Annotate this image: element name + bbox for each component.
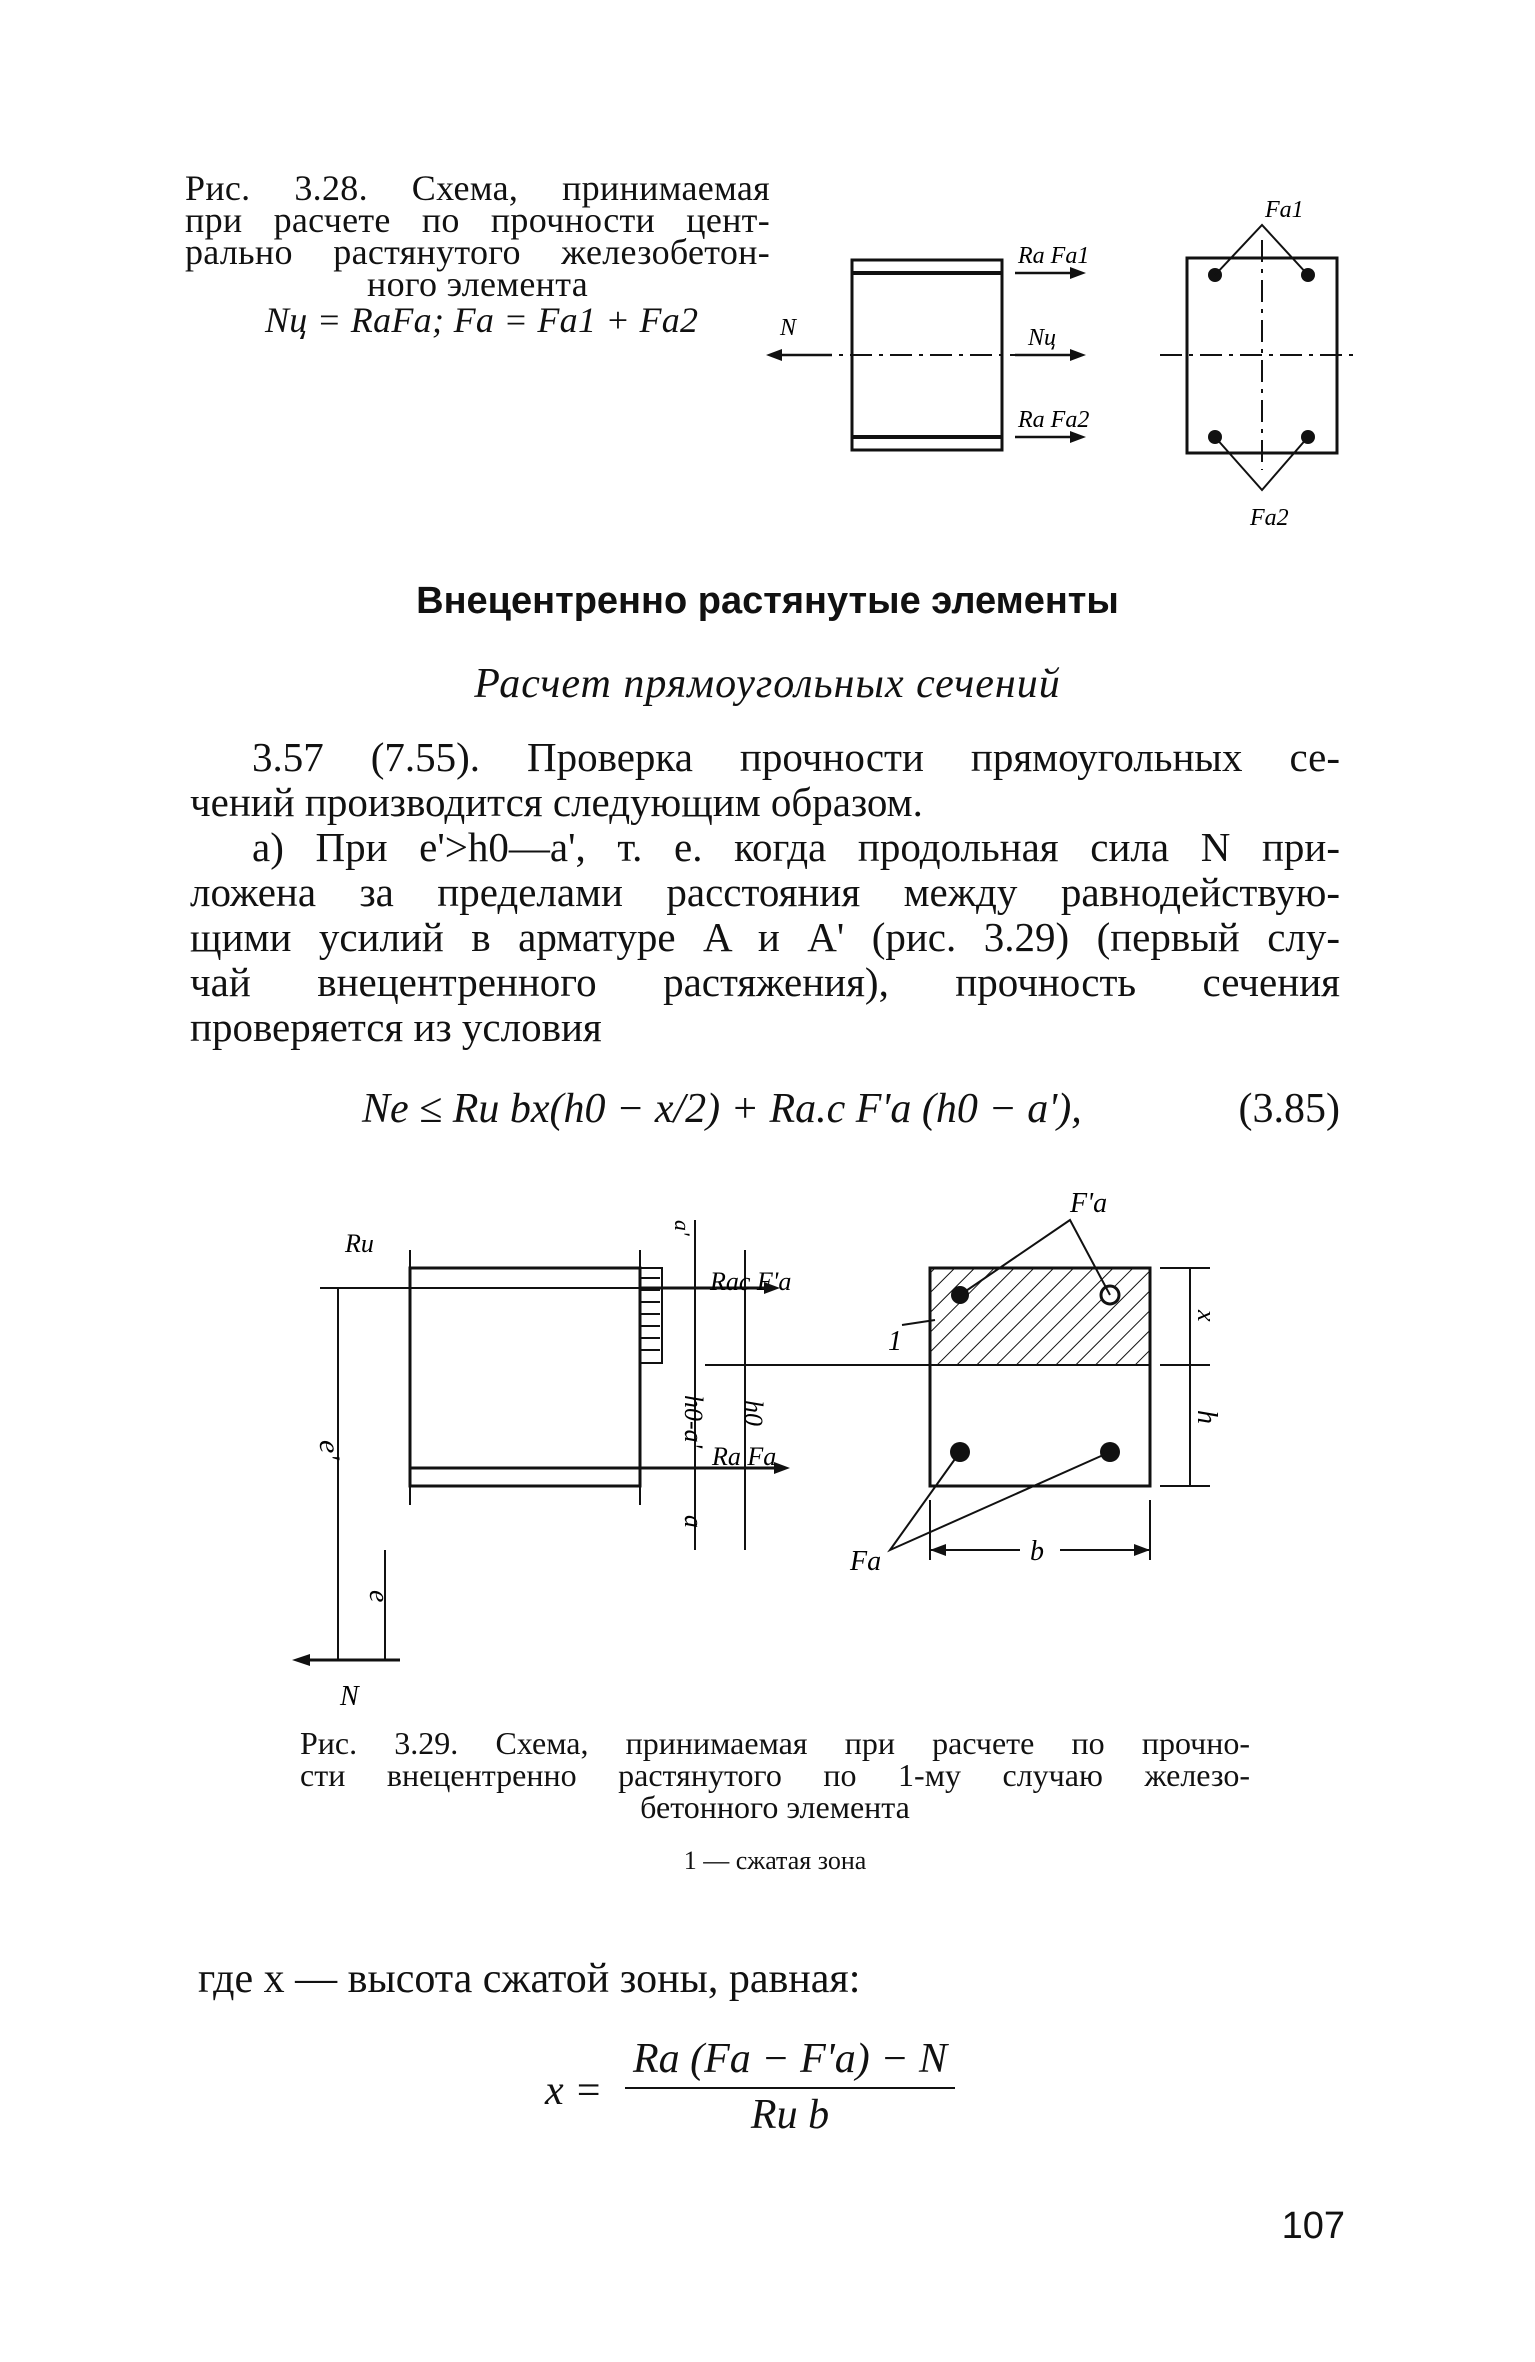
label-nc: Nц bbox=[1028, 325, 1057, 351]
label-a: a bbox=[679, 1515, 708, 1528]
label-h: h bbox=[1191, 1410, 1222, 1424]
label-ra-fa: Ra Fa bbox=[712, 1442, 777, 1471]
label-fa: Fa bbox=[850, 1546, 882, 1577]
caption-line: Рис. 3.28. Схема, принимаемая bbox=[185, 168, 770, 208]
equation-expression: Ne ≤ Rи bx(h0 − x/2) + Ra.c F'a (h0 − a'), bbox=[362, 1086, 1082, 1132]
page-number: 107 bbox=[1281, 2205, 1345, 2247]
paragraph-line: а) При e'>h0—a', т. е. когда продольная сила N при- bbox=[252, 824, 1340, 870]
paragraph-line: щими усилий в арматуре A и A' (рис. 3.29) (первый слу- bbox=[190, 914, 1340, 960]
figure-3-28-caption bbox=[185, 168, 770, 340]
label-ra-fa2: Ra Fa2 bbox=[1018, 407, 1090, 433]
label-fa2: Fa2 bbox=[1250, 505, 1289, 531]
stress-block bbox=[640, 1268, 662, 1363]
label-n: N bbox=[340, 1681, 359, 1712]
compressed-zone bbox=[930, 1268, 1150, 1365]
figure-3-29-caption bbox=[300, 1727, 1250, 1877]
paragraph-line: 3.57 (7.55). Проверка прочности прямоугольных се- bbox=[252, 734, 1340, 780]
paragraph-line: чений производится следующим образом. bbox=[190, 779, 923, 825]
label-h0-a: h0-a' bbox=[679, 1395, 708, 1449]
paragraph-line: ложена за пределами расстояния между равнодействую- bbox=[190, 869, 1340, 915]
label-ru: Rи bbox=[345, 1229, 374, 1258]
label-rac-fa: Rac F'a bbox=[710, 1267, 792, 1296]
label-1: 1 bbox=[888, 1326, 902, 1357]
equation-3-85 bbox=[190, 1075, 1340, 1155]
figure-legend: 1 — сжатая зона bbox=[683, 1846, 867, 1875]
arrow-n bbox=[292, 1654, 310, 1666]
x-formula-fraction bbox=[625, 2035, 955, 2139]
x-formula-lhs: x = bbox=[545, 2068, 603, 2114]
label-ra-fa1: Ra Fa1 bbox=[1018, 243, 1090, 269]
x-formula-denominator: Rи b bbox=[750, 2092, 830, 2138]
figure-3-28-formula: Nц = RaFa; Fa = Fa1 + Fa2 bbox=[265, 300, 699, 340]
where-text: где x — высота сжатой зоны, равная: bbox=[198, 1956, 861, 2002]
caption-line: ного элемента bbox=[367, 264, 588, 304]
caption-line: при расчете по прочности цент- bbox=[185, 200, 770, 240]
label-b: b bbox=[1030, 1536, 1044, 1567]
label-x: x bbox=[1192, 1310, 1221, 1322]
arrow-n-left bbox=[766, 349, 782, 361]
section-subheading: Расчет прямоугольных сечений bbox=[474, 661, 1061, 707]
label-e-prime: e' bbox=[313, 1440, 346, 1460]
figure-3-29-diagram bbox=[290, 1160, 1250, 1720]
label-a-prime: a' bbox=[670, 1220, 695, 1236]
equation-number: (3.85) bbox=[1238, 1086, 1340, 1132]
fraction-bar bbox=[625, 2087, 955, 2089]
label-h0: h0 bbox=[739, 1400, 768, 1426]
body-text bbox=[190, 735, 1340, 1050]
label-fa-prime: F'a bbox=[1070, 1188, 1108, 1219]
caption-line: рально растянутого железобетон- bbox=[185, 232, 770, 272]
section-heading: Внецентренно растянутые элементы bbox=[416, 580, 1119, 622]
x-formula-numerator: Ra (Fa − F'a) − N bbox=[632, 2036, 948, 2082]
paragraph-line: чай внецентренного растяжения), прочность сечения bbox=[190, 959, 1340, 1005]
label-fa1: Fa1 bbox=[1265, 197, 1304, 223]
caption-line: бетонного элемента bbox=[640, 1789, 910, 1825]
paragraph-line: проверяется из условия bbox=[190, 1004, 602, 1050]
element-side-outline bbox=[410, 1268, 640, 1486]
caption-line: Рис. 3.29. Схема, принимаемая при расчете по прочно- bbox=[300, 1725, 1250, 1761]
x-formula bbox=[545, 2035, 1025, 2145]
label-n: N bbox=[780, 315, 797, 341]
label-e: e bbox=[363, 1590, 394, 1603]
caption-line: сти внецентренно растянутого по 1-му случаю железо- bbox=[300, 1757, 1250, 1793]
figure-3-28-diagram bbox=[760, 185, 1360, 550]
